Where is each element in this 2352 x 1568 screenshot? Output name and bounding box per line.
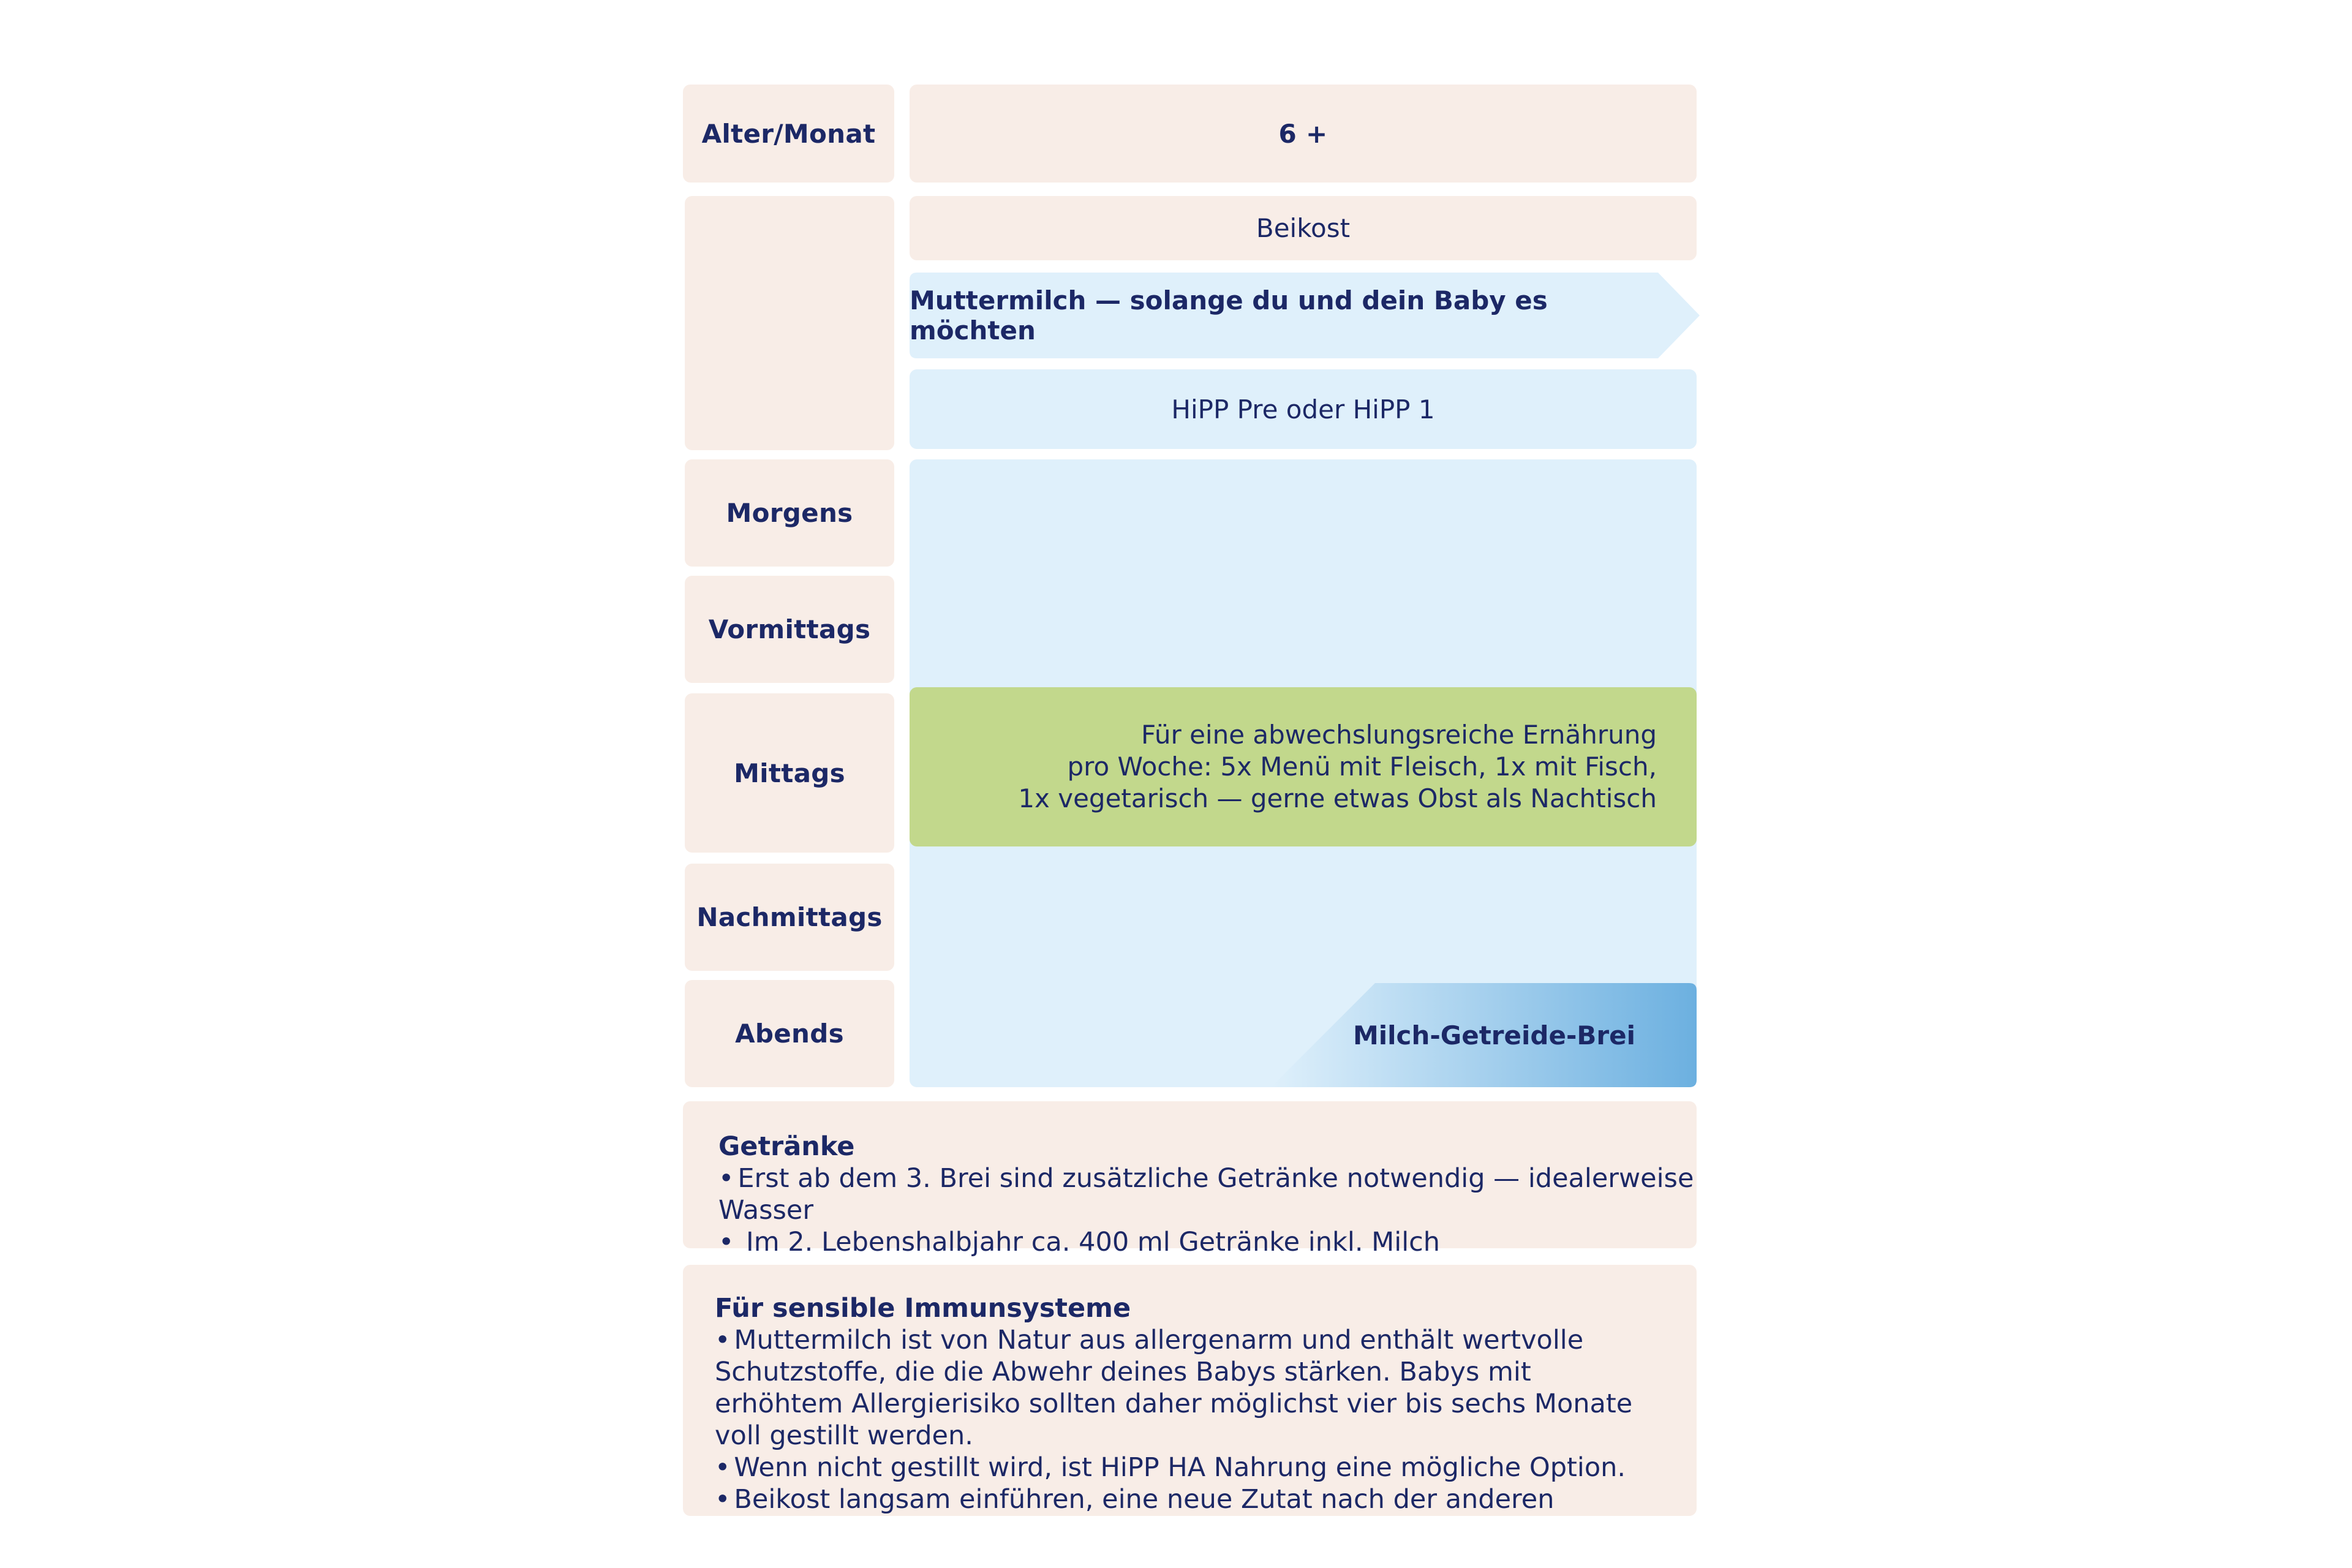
midday-meal-line-3: 1x vegetarisch — gerne etwas Obst als Nachtisch bbox=[1018, 783, 1657, 813]
time-morning-cell bbox=[685, 459, 894, 567]
feeding-label-cell bbox=[685, 196, 894, 450]
midday-meal-block bbox=[910, 687, 1697, 846]
evening-meal-label: Milch-Getreide-Brei bbox=[1352, 1020, 1635, 1050]
age-value: 6 + bbox=[1278, 118, 1328, 149]
midday-meal-line-2: pro Woche: 5x Menü mit Fleisch, 1x mit Fisch, bbox=[1067, 752, 1657, 782]
beikost-label: Beikost bbox=[1256, 213, 1351, 243]
drinks-list bbox=[718, 1163, 1697, 1258]
time-evening: Abends bbox=[735, 1019, 844, 1049]
midday-meal-line-1: Für eine abwechslungsreiche Ernährung bbox=[1140, 720, 1657, 750]
age-value-cell bbox=[910, 85, 1697, 183]
time-evening-cell bbox=[685, 980, 894, 1087]
sensitive-title: Für sensible Immunsysteme bbox=[715, 1293, 1131, 1324]
breast-milk-label: Muttermilch — solange du und dein Baby es möchten bbox=[910, 285, 1548, 345]
time-morning: Morgens bbox=[726, 498, 853, 528]
time-forenoon: Vormittags bbox=[708, 614, 871, 644]
sensitive-item: • Wenn nicht gestillt wird, ist HiPP HA Nahrung eine mögliche Option. bbox=[715, 1452, 1626, 1483]
drinks-item: • Im 2. Lebenshalbjahr ca. 400 ml Getränke inkl. Milch bbox=[718, 1227, 1441, 1257]
sensitive-item: • Beikost langsam einführen, eine neue Zutat nach der anderen bbox=[715, 1484, 1555, 1515]
age-label-cell bbox=[683, 85, 894, 183]
beikost-row bbox=[910, 196, 1697, 260]
breast-milk-row bbox=[910, 273, 1700, 358]
evening-meal-row bbox=[1332, 983, 1697, 1087]
age-label: Alter/Monat bbox=[701, 118, 876, 149]
time-forenoon-cell bbox=[685, 576, 894, 683]
time-midday-cell bbox=[685, 693, 894, 853]
formula-label: HiPP Pre oder HiPP 1 bbox=[1171, 394, 1435, 424]
drinks-item: • Erst ab dem 3. Brei sind zusätzliche Getränke notwendig — idealerweise Wasser bbox=[718, 1163, 1694, 1226]
time-midday: Mittags bbox=[734, 758, 845, 788]
drinks-note bbox=[683, 1101, 1697, 1257]
time-afternoon: Nachmittags bbox=[696, 902, 883, 932]
sensitive-list bbox=[715, 1324, 1660, 1515]
sensitive-note bbox=[683, 1265, 1697, 1516]
drinks-title: Getränke bbox=[718, 1131, 855, 1162]
time-afternoon-cell bbox=[685, 864, 894, 971]
sensitive-item: • Muttermilch ist von Natur aus allergenarm und enthält wertvolle Schutzstoffe, die die Abwehr deines Babys stärken. Babys mit erhöhtem Allergierisiko sollten daher möglichst vier bis sechs Monate voll gestillt werden. bbox=[715, 1325, 1633, 1451]
formula-row bbox=[910, 369, 1697, 449]
